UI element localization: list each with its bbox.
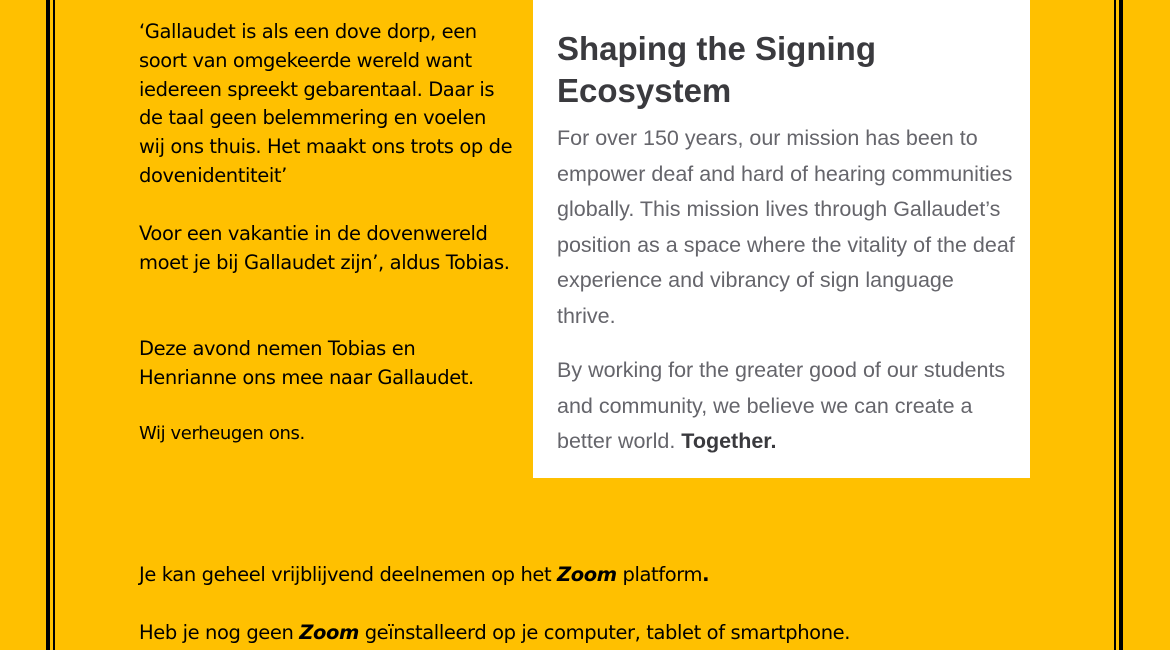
zoom-line2-after: geïnstalleerd op je computer, tablet of smartphone. (358, 621, 851, 644)
zoom-line2-emphasis: Zoom (299, 621, 359, 644)
zoom-participation-line (139, 561, 709, 590)
vakantie-paragraph (139, 220, 514, 278)
vakantie-text: Voor een vakantie in de dovenwereld moet je bij Gallaudet zijn’, aldus Tobias. (139, 222, 510, 274)
zoom-install-line (139, 619, 850, 648)
zoom-line1-after: platform (616, 563, 703, 586)
left-border-inner (53, 0, 55, 650)
zoom-line1-before: Je kan geheel vrijblijvend deelnemen op het (139, 563, 558, 586)
avond-paragraph (139, 335, 514, 393)
gallaudet-card (533, 0, 1030, 478)
card-paragraph-1: For over 150 years, our mission has been to empower deaf and hard of hearing communities globally. This mission lives through Gallaudet’s position as a space where the vitality of the deaf experience and vibrancy of sign language thrive. (557, 126, 1015, 328)
verheugen-paragraph (139, 420, 305, 449)
card-paragraph-2-text: By working for the greater good of our students and community, we believe we can create a better world. (557, 358, 1006, 454)
left-border-outer (46, 0, 50, 650)
quote-text: ‘Gallaudet is als een dove dorp, een soort van omgekeerde wereld want iedereen spreekt gebarentaal. Daar is de taal geen belemmering en voelen wij ons thuis. Het maakt ons trots op de dovenidentiteit’ (139, 20, 513, 187)
card-title: Shaping the Signing Ecosystem (557, 30, 876, 109)
zoom-line1-emphasis: Zoom (557, 563, 617, 586)
avond-text: Deze avond nemen Tobias en Henrianne ons mee naar Gallaudet. (139, 337, 474, 389)
card-paragraph-2 (557, 353, 1017, 460)
quote-paragraph (139, 18, 514, 191)
together-text: Together. (681, 429, 777, 454)
right-border-outer (1119, 0, 1123, 650)
zoom-line2-before: Heb je nog geen (139, 621, 300, 644)
zoom-line1-end: . (702, 563, 710, 586)
verheugen-text: Wij verheugen ons. (139, 423, 305, 444)
right-border-inner (1114, 0, 1116, 650)
